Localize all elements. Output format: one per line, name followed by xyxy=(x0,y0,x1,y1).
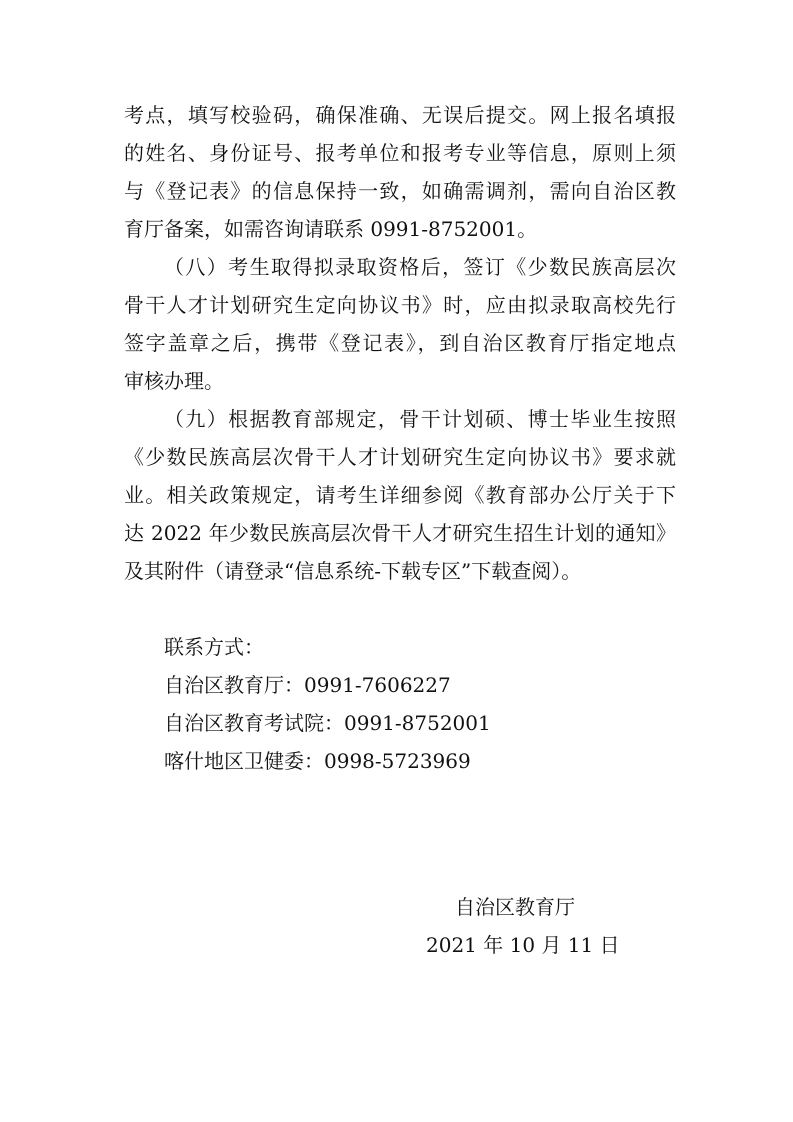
contact-item-kashgar-health-commission: 喀什地区卫健委：0998-5723969 xyxy=(164,749,471,773)
body-line-1: 考点，填写校验码，确保准确、无误后提交。网上报名填报 xyxy=(124,103,676,127)
body-line-11: 业。相关政策规定，请考生详细参阅《教育部办公厅关于下 xyxy=(124,483,676,507)
contact-heading: 联系方式： xyxy=(164,635,264,659)
body-line-7: 签字盖章之后，携带《登记表》，到自治区教育厅指定地点 xyxy=(124,331,676,355)
body-line-9: （九）根据教育部规定，骨干计划硕、博士毕业生按照 xyxy=(164,407,676,431)
body-line-8: 审核办理。 xyxy=(124,369,224,393)
body-line-3: 与《登记表》的信息保持一致，如确需调剂，需向自治区教 xyxy=(124,179,676,203)
contact-item-education-department: 自治区教育厅：0991-7606227 xyxy=(164,673,451,697)
body-line-12: 达 2022 年少数民族高层次骨干人才研究生招生计划的通知》 xyxy=(124,521,676,545)
body-line-2: 的姓名、身份证号、报考单位和报考专业等信息，原则上须 xyxy=(124,141,676,165)
body-line-5: （八）考生取得拟录取资格后，签订《少数民族高层次 xyxy=(164,255,676,279)
body-line-4: 育厅备案，如需咨询请联系 0991-8752001。 xyxy=(124,217,538,241)
body-line-10: 《少数民族高层次骨干人才计划研究生定向协议书》要求就 xyxy=(124,445,676,469)
body-line-6: 骨干人才计划研究生定向协议书》时，应由拟录取高校先行 xyxy=(124,293,676,317)
body-line-13: 及其附件（请登录“信息系统-下载专区”下载查阅）。 xyxy=(124,559,582,583)
signature-date: 2021 年 10 月 11 日 xyxy=(426,933,620,957)
signature-org: 自治区教育厅 xyxy=(455,895,575,919)
contact-item-exam-institute: 自治区教育考试院：0991-8752001 xyxy=(164,711,491,735)
